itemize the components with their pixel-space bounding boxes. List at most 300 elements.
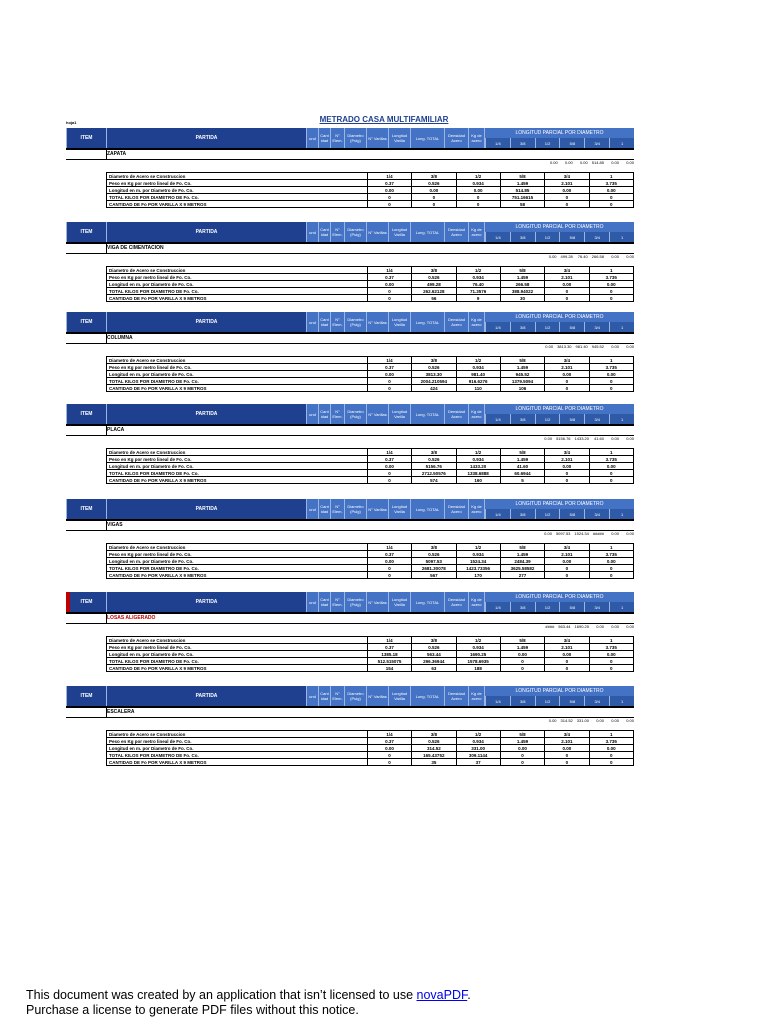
header-diametro: Diametro (Pulg) bbox=[344, 404, 366, 424]
table-row bbox=[107, 551, 634, 558]
cell-value: 0 bbox=[500, 752, 544, 759]
cell-value: 3.735 bbox=[589, 364, 633, 371]
header-diameter: 3/8 bbox=[510, 414, 535, 424]
section-name-row bbox=[66, 706, 634, 718]
cell-value: 262.62128 bbox=[412, 288, 456, 295]
table-row bbox=[107, 194, 634, 201]
cell-value: 2.101 bbox=[545, 551, 589, 558]
header-n-elem: N° Elem. bbox=[330, 312, 344, 332]
cell-value: 3/4 bbox=[545, 731, 589, 738]
row-label: CANTIDAD DE Fo POR VARILLA X 9 METROS bbox=[107, 201, 368, 208]
total-value: 76.40 bbox=[577, 254, 588, 259]
cell-value: 106 bbox=[500, 385, 544, 392]
section-totals bbox=[547, 160, 634, 165]
total-value: 0.00 bbox=[611, 344, 619, 349]
header-n-varillas: N° Varillas bbox=[366, 404, 388, 424]
header-kg-acero: Kg de acero bbox=[468, 499, 484, 519]
header-item: ITEM bbox=[66, 686, 106, 706]
cell-value: 0.37 bbox=[367, 180, 411, 187]
row-label: Peso en Kg por metro lineal de Fo. Co. bbox=[107, 274, 368, 281]
header-diameter: 5/8 bbox=[559, 322, 584, 332]
header-item: ITEM bbox=[66, 404, 106, 424]
table-row bbox=[107, 357, 634, 364]
section-totals bbox=[546, 718, 634, 723]
table-row bbox=[107, 572, 634, 579]
section-totals bbox=[543, 624, 634, 629]
cell-value: 0 bbox=[545, 759, 589, 766]
cell-value: 751.16615 bbox=[500, 194, 544, 201]
cell-value: 1.459 bbox=[500, 180, 544, 187]
header-diameter: 1/2 bbox=[535, 602, 560, 612]
header-long-total: Long. TOTAL bbox=[410, 686, 444, 706]
cell-value: 0 bbox=[589, 477, 633, 484]
total-value: 0.00 bbox=[548, 718, 557, 723]
cell-value: 1/2 bbox=[456, 544, 500, 551]
header-diametro: Diametro (Pulg) bbox=[344, 592, 366, 612]
total-value: 1433.20 bbox=[574, 436, 589, 441]
cell-value: 0.00 bbox=[367, 187, 411, 194]
header-diameter-list bbox=[485, 322, 634, 332]
cell-value: 0 bbox=[589, 201, 633, 208]
section-header-row bbox=[66, 404, 634, 424]
section-block bbox=[66, 404, 634, 492]
header-diameter: 1/2 bbox=[535, 232, 560, 242]
cell-value: 0 bbox=[500, 665, 544, 672]
row-label: Longitud en m. por Diametro de Fo. Co. bbox=[107, 463, 368, 470]
cell-value: 0 bbox=[367, 378, 411, 385]
cell-value: 0.934 bbox=[456, 364, 500, 371]
cell-value: 277 bbox=[500, 572, 544, 579]
section-name: VIGAS bbox=[107, 522, 123, 528]
row-label: TOTAL KILOS POR DIAMETRO DE Fo. Co. bbox=[107, 194, 368, 201]
header-diameter: 1 bbox=[609, 696, 634, 706]
cell-value: 0.00 bbox=[367, 463, 411, 470]
cell-value: 0.37 bbox=[367, 456, 411, 463]
cell-value: 3813.30 bbox=[412, 371, 456, 378]
cell-value: 916.6276 bbox=[456, 378, 500, 385]
cell-value: 2004.210594 bbox=[412, 378, 456, 385]
header-n-elem: N° Elem. bbox=[330, 404, 344, 424]
row-label: CANTIDAD DE Fo POR VARILLA X 9 METROS bbox=[107, 665, 368, 672]
header-diameter: 1 bbox=[609, 232, 634, 242]
cell-value: 0 bbox=[367, 752, 411, 759]
total-value: 0.00 bbox=[611, 718, 619, 723]
header-diameter: 1/4 bbox=[485, 232, 510, 242]
table-row bbox=[107, 187, 634, 194]
header-kg-acero: Kg de acero bbox=[468, 404, 484, 424]
total-value: 0.00 bbox=[626, 160, 634, 165]
cell-value: 0 bbox=[545, 665, 589, 672]
header-diameter: 1/4 bbox=[485, 696, 510, 706]
header-partida: PARTIDA bbox=[106, 404, 306, 424]
table-row bbox=[107, 731, 634, 738]
header-long-parcial-title: LONGITUD PARCIAL POR DIAMETRO bbox=[515, 593, 604, 600]
table-row bbox=[107, 173, 634, 180]
header-long-parcial bbox=[484, 686, 634, 706]
row-label: Diametro de Acero se Construccion bbox=[107, 267, 368, 274]
cell-value: 1578.6935 bbox=[456, 658, 500, 665]
header-long-parcial-title: LONGITUD PARCIAL POR DIAMETRO bbox=[515, 223, 604, 230]
row-label: Diametro de Acero se Construccion bbox=[107, 449, 368, 456]
cell-value: 0.00 bbox=[367, 371, 411, 378]
total-value: 0.00 bbox=[544, 436, 553, 441]
cell-value: 9 bbox=[456, 295, 500, 302]
cell-value: 154 bbox=[367, 665, 411, 672]
cell-value: 5156.76 bbox=[412, 463, 456, 470]
cell-value: 2484.39 bbox=[500, 558, 544, 565]
cell-value: 331.00 bbox=[456, 745, 500, 752]
section-name: COLUMNA bbox=[107, 335, 133, 341]
total-value: 0.00 bbox=[596, 718, 604, 723]
cell-value: 0.00 bbox=[545, 558, 589, 565]
cell-value: 0.934 bbox=[456, 274, 500, 281]
cell-value: 0 bbox=[367, 470, 411, 477]
cell-value: 1/2 bbox=[456, 449, 500, 456]
header-und: und bbox=[306, 312, 318, 332]
header-n-varillas: N° Varillas bbox=[366, 222, 388, 242]
cell-value: 5/8 bbox=[500, 357, 544, 364]
section-name-row bbox=[66, 332, 634, 344]
header-diameter: 1 bbox=[609, 414, 634, 424]
header-diameter-list bbox=[485, 509, 634, 519]
table-row bbox=[107, 449, 634, 456]
row-label: CANTIDAD DE Fo POR VARILLA X 9 METROS bbox=[107, 477, 368, 484]
cell-value: 5/8 bbox=[500, 544, 544, 551]
cell-value: 0 bbox=[412, 194, 456, 201]
cell-value: 0.00 bbox=[545, 745, 589, 752]
section-totals bbox=[541, 531, 634, 536]
cell-value: 0.00 bbox=[456, 187, 500, 194]
table-row bbox=[107, 274, 634, 281]
cell-value: 1385.18 bbox=[367, 651, 411, 658]
license-notice bbox=[26, 988, 471, 1018]
cell-value: 0 bbox=[412, 201, 456, 208]
item-cell bbox=[66, 708, 107, 717]
section-summary-table bbox=[106, 636, 634, 672]
header-densidad: Densidad Acero bbox=[444, 128, 468, 148]
header-diameter: 1/4 bbox=[485, 602, 510, 612]
header-item: ITEM bbox=[66, 222, 106, 242]
cell-value: 1/2 bbox=[456, 637, 500, 644]
license-line-2: Purchase a license to generate PDF files without this notice. bbox=[26, 1003, 359, 1017]
cell-value: 0 bbox=[589, 752, 633, 759]
table-row bbox=[107, 644, 634, 651]
cell-value: 514.85 bbox=[500, 187, 544, 194]
total-value: 0.00 bbox=[596, 624, 604, 629]
cell-value: 0 bbox=[500, 658, 544, 665]
header-diameter: 1/4 bbox=[485, 322, 510, 332]
cell-value: 1 bbox=[589, 637, 633, 644]
row-label: TOTAL KILOS POR DIAMETRO DE Fo. Co. bbox=[107, 658, 368, 665]
cell-value: 0.934 bbox=[456, 551, 500, 558]
row-label: Diametro de Acero se Construccion bbox=[107, 357, 368, 364]
cell-value: 0 bbox=[589, 385, 633, 392]
cell-value: 1.459 bbox=[500, 274, 544, 281]
total-value: 0.00 bbox=[611, 531, 619, 536]
cell-value: 0 bbox=[545, 565, 589, 572]
header-diameter: 1/4 bbox=[485, 414, 510, 424]
cell-value: 1.459 bbox=[500, 738, 544, 745]
cell-value: 1.459 bbox=[500, 364, 544, 371]
header-und: und bbox=[306, 686, 318, 706]
section-summary-table bbox=[106, 172, 634, 208]
total-value: 0.00 bbox=[545, 344, 554, 349]
cell-value: 3/4 bbox=[545, 544, 589, 551]
section-name-row bbox=[66, 148, 634, 160]
header-long-total: Long. TOTAL bbox=[410, 592, 444, 612]
cell-value: 1/2 bbox=[456, 357, 500, 364]
cell-value: 0 bbox=[367, 194, 411, 201]
header-longitud: Longitud Varilla bbox=[388, 128, 410, 148]
row-label: TOTAL KILOS POR DIAMETRO DE Fo. Co. bbox=[107, 752, 368, 759]
cell-value: 0.00 bbox=[500, 745, 544, 752]
total-value: 0.00 bbox=[626, 436, 634, 441]
license-line-1 bbox=[26, 988, 471, 1003]
cell-value: 0.00 bbox=[545, 187, 589, 194]
header-diameter: 3/8 bbox=[510, 602, 535, 612]
cell-value: 0 bbox=[589, 194, 633, 201]
cell-value: 0 bbox=[589, 759, 633, 766]
section-name: LOSAS ALIGERADO bbox=[107, 615, 156, 621]
header-cant: Cant idad bbox=[318, 222, 330, 242]
cell-value: 945.52 bbox=[500, 371, 544, 378]
header-long-parcial-title: LONGITUD PARCIAL POR DIAMETRO bbox=[515, 687, 604, 694]
header-diameter: 5/8 bbox=[559, 414, 584, 424]
header-diameter: 1/2 bbox=[535, 322, 560, 332]
cell-value: 266.58 bbox=[500, 281, 544, 288]
cell-value: 1 bbox=[589, 449, 633, 456]
cell-value: 388.94022 bbox=[500, 288, 544, 295]
cell-value: 1 bbox=[589, 731, 633, 738]
cell-value: 1/2 bbox=[456, 731, 500, 738]
cell-value: 0 bbox=[545, 752, 589, 759]
cell-value: 1.459 bbox=[500, 551, 544, 558]
section-totals bbox=[542, 344, 634, 349]
license-text: This document was created by an application that isn’t licensed to use bbox=[26, 988, 417, 1002]
cell-value: 2.101 bbox=[545, 456, 589, 463]
table-row bbox=[107, 456, 634, 463]
row-label: Peso en Kg por metro lineal de Fo. Co. bbox=[107, 738, 368, 745]
row-label: Longitud en m. por Diametro de Fo. Co. bbox=[107, 371, 368, 378]
section-name-row bbox=[66, 424, 634, 436]
total-value: #### bbox=[545, 624, 555, 629]
header-cant: Cant idad bbox=[318, 686, 330, 706]
header-n-elem: N° Elem. bbox=[330, 222, 344, 242]
header-densidad: Densidad Acero bbox=[444, 592, 468, 612]
cell-value: 0 bbox=[500, 759, 544, 766]
header-diametro: Diametro (Pulg) bbox=[344, 128, 366, 148]
total-value: 1690.25 bbox=[574, 624, 589, 629]
section-block bbox=[66, 128, 634, 216]
header-long-parcial bbox=[484, 592, 634, 612]
section-summary-table bbox=[106, 543, 634, 579]
cell-value: 0 bbox=[545, 385, 589, 392]
header-n-varillas: N° Varillas bbox=[366, 592, 388, 612]
table-row bbox=[107, 201, 634, 208]
table-row bbox=[107, 470, 634, 477]
row-label: TOTAL KILOS POR DIAMETRO DE Fo. Co. bbox=[107, 288, 368, 295]
cell-value: 1 bbox=[589, 173, 633, 180]
cell-value: 0.00 bbox=[589, 463, 633, 470]
header-diametro: Diametro (Pulg) bbox=[344, 222, 366, 242]
header-densidad: Densidad Acero bbox=[444, 499, 468, 519]
cell-value: 3/4 bbox=[545, 267, 589, 274]
section-header-row bbox=[66, 592, 634, 612]
header-diameter: 3/4 bbox=[584, 509, 609, 519]
row-label: CANTIDAD DE Fo POR VARILLA X 9 METROS bbox=[107, 385, 368, 392]
cell-value: 1423.73356 bbox=[456, 565, 500, 572]
header-long-parcial-title: LONGITUD PARCIAL POR DIAMETRO bbox=[515, 500, 604, 507]
header-diameter: 3/4 bbox=[584, 414, 609, 424]
header-densidad: Densidad Acero bbox=[444, 404, 468, 424]
header-long-parcial bbox=[484, 222, 634, 242]
section-summary-table bbox=[106, 356, 634, 392]
header-long-total: Long. TOTAL bbox=[410, 128, 444, 148]
cell-value: 188 bbox=[456, 665, 500, 672]
cell-value: 30 bbox=[500, 295, 544, 302]
total-value: 0.00 bbox=[611, 160, 619, 165]
header-cant: Cant idad bbox=[318, 499, 330, 519]
section-block bbox=[66, 592, 634, 680]
cell-value: 0 bbox=[589, 470, 633, 477]
cell-value: 3/8 bbox=[412, 637, 456, 644]
cell-value: 0 bbox=[545, 295, 589, 302]
cell-value: 3.735 bbox=[589, 738, 633, 745]
total-value: 0.00 bbox=[626, 718, 634, 723]
header-item: ITEM bbox=[66, 499, 106, 519]
total-value: 0.00 bbox=[626, 531, 634, 536]
cell-value: 63 bbox=[412, 665, 456, 672]
table-row bbox=[107, 565, 634, 572]
cell-value: 0.37 bbox=[367, 644, 411, 651]
cell-value: 3/8 bbox=[412, 731, 456, 738]
cell-value: 0 bbox=[456, 201, 500, 208]
cell-value: 170 bbox=[456, 572, 500, 579]
cell-value: 3/8 bbox=[412, 544, 456, 551]
section-summary-table bbox=[106, 266, 634, 302]
table-row bbox=[107, 752, 634, 759]
cell-value: 0.00 bbox=[367, 745, 411, 752]
header-densidad: Densidad Acero bbox=[444, 686, 468, 706]
section-header-row bbox=[66, 222, 634, 242]
total-value: 5097.53 bbox=[555, 531, 571, 536]
cell-value: 0.37 bbox=[367, 551, 411, 558]
total-value: 0.00 bbox=[564, 160, 573, 165]
section-name: PLACA bbox=[107, 427, 125, 433]
total-value: 0.00 bbox=[626, 344, 634, 349]
cell-value: 0.526 bbox=[412, 551, 456, 558]
cell-value: 0 bbox=[545, 201, 589, 208]
cell-value: 60.6944 bbox=[500, 470, 544, 477]
cell-value: 3/4 bbox=[545, 449, 589, 456]
cell-value: 0 bbox=[589, 665, 633, 672]
total-value: 5156.76 bbox=[556, 436, 571, 441]
total-value: 266.58 bbox=[591, 254, 604, 259]
item-cell bbox=[66, 521, 107, 530]
total-value: 981.40 bbox=[575, 344, 588, 349]
header-longitud: Longitud Varilla bbox=[388, 686, 410, 706]
header-long-total: Long. TOTAL bbox=[410, 222, 444, 242]
cell-value: 0.526 bbox=[412, 364, 456, 371]
header-diameter: 1/2 bbox=[535, 696, 560, 706]
cell-value: 3625.58582 bbox=[500, 565, 544, 572]
header-n-elem: N° Elem. bbox=[330, 499, 344, 519]
cell-value: 5/8 bbox=[500, 637, 544, 644]
header-diameter: 5/8 bbox=[559, 602, 584, 612]
header-kg-acero: Kg de acero bbox=[468, 592, 484, 612]
cell-value: 3/8 bbox=[412, 173, 456, 180]
section-totals bbox=[546, 254, 634, 259]
table-row bbox=[107, 745, 634, 752]
total-value: 0.00 bbox=[579, 160, 588, 165]
cell-value: 0.00 bbox=[500, 651, 544, 658]
header-long-parcial bbox=[484, 128, 634, 148]
header-diameter: 3/4 bbox=[584, 138, 609, 148]
cell-value: 0.00 bbox=[545, 651, 589, 658]
cell-value: 0 bbox=[367, 565, 411, 572]
header-kg-acero: Kg de acero bbox=[468, 222, 484, 242]
cell-value: 424 bbox=[412, 385, 456, 392]
total-value: 1524.34 bbox=[574, 531, 589, 536]
header-diameter: 5/8 bbox=[559, 232, 584, 242]
header-partida: PARTIDA bbox=[106, 128, 306, 148]
header-item: ITEM bbox=[66, 312, 106, 332]
section-summary-table bbox=[106, 448, 634, 484]
cell-value: 3/4 bbox=[545, 637, 589, 644]
row-label: Diametro de Acero se Construccion bbox=[107, 731, 368, 738]
row-label: Peso en Kg por metro lineal de Fo. Co. bbox=[107, 180, 368, 187]
cell-value: 512.515075 bbox=[367, 658, 411, 665]
cell-value: 2681.30078 bbox=[412, 565, 456, 572]
cell-value: 3/4 bbox=[545, 357, 589, 364]
item-cell bbox=[66, 614, 107, 623]
cell-value: 0 bbox=[589, 572, 633, 579]
cell-value: 37 bbox=[456, 759, 500, 766]
cell-value: 0.00 bbox=[589, 558, 633, 565]
cell-value: 0.00 bbox=[545, 281, 589, 288]
cell-value: 1338.6888 bbox=[456, 470, 500, 477]
cell-value: 0.00 bbox=[589, 187, 633, 194]
header-long-parcial bbox=[484, 404, 634, 424]
red-marker bbox=[66, 592, 70, 612]
header-diameter: 3/8 bbox=[510, 322, 535, 332]
cell-value: 1.459 bbox=[500, 644, 544, 651]
header-und: und bbox=[306, 592, 318, 612]
row-label: Longitud en m. por Diametro de Fo. Co. bbox=[107, 187, 368, 194]
section-block bbox=[66, 312, 634, 400]
section-block bbox=[66, 222, 634, 310]
header-longitud: Longitud Varilla bbox=[388, 404, 410, 424]
header-long-parcial-title: LONGITUD PARCIAL POR DIAMETRO bbox=[515, 313, 604, 320]
cell-value: 3.735 bbox=[589, 456, 633, 463]
cell-value: 0 bbox=[589, 288, 633, 295]
novapdf-link[interactable]: novaPDF bbox=[416, 988, 468, 1002]
cell-value: 0 bbox=[589, 295, 633, 302]
total-value: 499.28 bbox=[560, 254, 573, 259]
header-n-varillas: N° Varillas bbox=[366, 686, 388, 706]
header-partida: PARTIDA bbox=[106, 686, 306, 706]
cell-value: 309.1144 bbox=[456, 752, 500, 759]
cell-value: 1 bbox=[589, 267, 633, 274]
cell-value: 2.101 bbox=[545, 274, 589, 281]
cell-value: 2.101 bbox=[545, 644, 589, 651]
cell-value: 0 bbox=[545, 194, 589, 201]
cell-value: 314.52 bbox=[412, 745, 456, 752]
header-diameter: 3/4 bbox=[584, 696, 609, 706]
section-summary-table bbox=[106, 730, 634, 766]
cell-value: 0.934 bbox=[456, 644, 500, 651]
cell-value: 499.28 bbox=[412, 281, 456, 288]
